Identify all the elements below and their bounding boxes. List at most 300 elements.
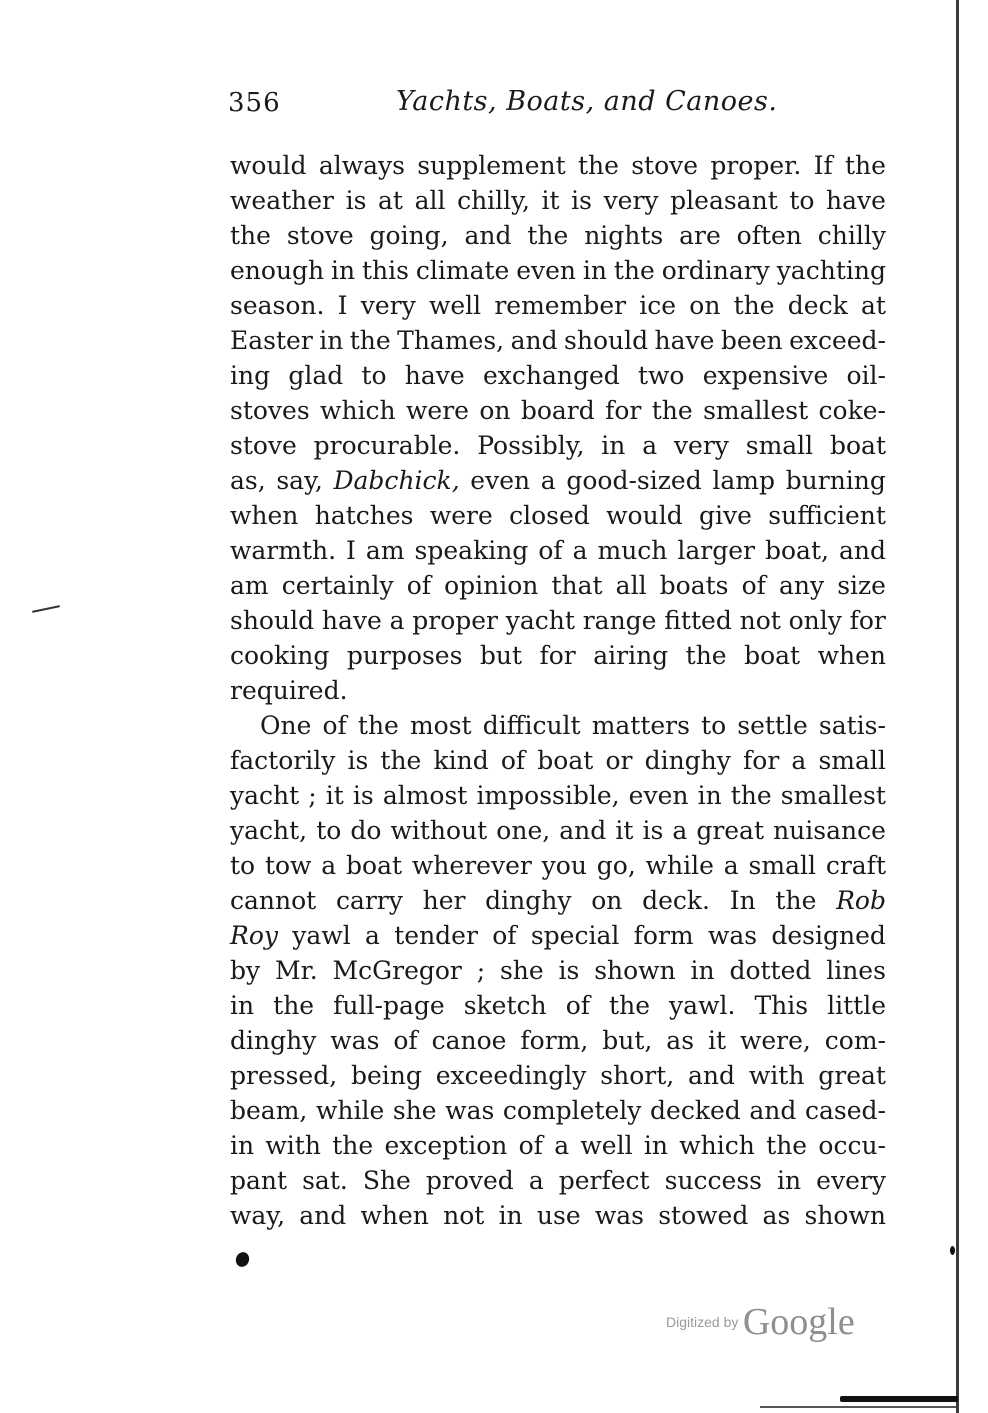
word: in: [643, 1131, 668, 1160]
word: almost: [382, 781, 468, 810]
word: and: [749, 1096, 797, 1125]
scan-edge-bar: [840, 1396, 958, 1402]
word: on: [689, 291, 721, 320]
word: were: [429, 501, 493, 530]
word: matters: [591, 711, 690, 740]
word: certainly: [281, 571, 394, 600]
word: way,: [230, 1201, 286, 1230]
word: and: [464, 221, 512, 250]
word: even: [516, 256, 577, 285]
word: boat: [829, 431, 886, 460]
word: nuisance: [773, 816, 886, 845]
word: go,: [596, 851, 636, 880]
word: cannot: [230, 886, 317, 915]
margin-pencil-mark: [32, 605, 60, 613]
word: use: [536, 1201, 581, 1230]
word: tender: [394, 921, 478, 950]
word: occu-: [818, 1131, 886, 1160]
word: the: [775, 886, 817, 915]
word: and: [688, 1061, 736, 1090]
word: difficult: [482, 711, 581, 740]
word: am: [230, 571, 269, 600]
word: in: [690, 956, 715, 985]
word: This: [754, 991, 809, 1020]
word: pressed,: [230, 1061, 338, 1090]
word: proved: [425, 1166, 514, 1195]
word: of: [322, 711, 347, 740]
word: sufficient: [768, 501, 886, 530]
word: very: [360, 291, 416, 320]
running-head: Yachts, Boats, and Canoes.: [396, 86, 778, 117]
word: which: [679, 1131, 755, 1160]
word: in: [331, 256, 356, 285]
word: procurable.: [313, 431, 461, 460]
word: is: [345, 186, 367, 215]
word: dotted: [729, 956, 812, 985]
word: it: [541, 186, 560, 215]
word: decked: [650, 1096, 741, 1125]
word: was: [594, 1201, 644, 1230]
word: form: [633, 921, 694, 950]
word: cased-: [804, 1096, 886, 1125]
word: of: [538, 536, 563, 565]
text-line: [230, 148, 886, 183]
word: the: [527, 221, 569, 250]
word: required.: [230, 676, 348, 705]
word: expensive: [702, 361, 829, 390]
word: com-: [824, 1026, 886, 1055]
word: chilly: [817, 221, 886, 250]
word: the: [766, 1131, 808, 1160]
word: a: [528, 1166, 544, 1195]
word: the: [733, 291, 775, 320]
word: small: [818, 746, 886, 775]
word: deck: [787, 291, 848, 320]
word: were,: [739, 1026, 811, 1055]
word: deck.: [642, 886, 710, 915]
word: am: [365, 536, 405, 565]
text-line: [230, 883, 886, 918]
word: sketch: [463, 991, 547, 1020]
word: Thames,: [397, 326, 505, 355]
word: would: [230, 151, 307, 180]
word: great: [696, 816, 765, 845]
word: on: [479, 396, 511, 425]
word: for: [539, 641, 576, 670]
word: small: [745, 431, 814, 460]
word: in: [777, 1166, 802, 1195]
word: burning: [785, 466, 886, 495]
word: season.: [230, 291, 325, 320]
word: Easter: [230, 326, 313, 355]
word: in: [498, 1201, 523, 1230]
word: the: [577, 151, 619, 180]
word: of: [741, 571, 766, 600]
word: boat: [744, 641, 801, 670]
word: it: [615, 816, 634, 845]
word: for: [743, 746, 780, 775]
text-line: [230, 848, 886, 883]
word: good-sized: [566, 466, 702, 495]
word: have: [321, 606, 382, 635]
punctuation: ,: [451, 466, 460, 495]
word: shown: [594, 956, 676, 985]
word: satis-: [818, 711, 886, 740]
word: chilly,: [457, 186, 530, 215]
word: proper: [412, 606, 498, 635]
word: in: [601, 431, 626, 460]
word: settle: [737, 711, 808, 740]
word: boat,: [765, 536, 829, 565]
word: a: [672, 816, 688, 845]
word: of: [393, 1026, 418, 1055]
word: range: [582, 606, 657, 635]
word: not: [443, 1201, 485, 1230]
text-line: [230, 918, 886, 953]
word: two: [637, 361, 685, 390]
text-line: [230, 288, 886, 323]
word: the: [380, 746, 422, 775]
word: coke-: [818, 396, 886, 425]
word: without: [390, 816, 488, 845]
word: boats: [659, 571, 729, 600]
word: dinghy: [485, 886, 572, 915]
word: at: [860, 291, 886, 320]
text-line: [230, 1128, 886, 1163]
text-line: [230, 463, 886, 498]
word: ing: [230, 361, 271, 390]
word: enough: [230, 256, 325, 285]
text-line: [230, 1058, 886, 1093]
word: it: [707, 1026, 727, 1055]
word: it: [325, 781, 344, 810]
word: board: [520, 396, 595, 425]
word: short,: [600, 1061, 675, 1090]
text-line: [230, 218, 886, 253]
word: lamp: [712, 466, 775, 495]
text-line: [230, 323, 886, 358]
word: success: [664, 1166, 763, 1195]
word: of: [406, 571, 432, 600]
text-line: [230, 988, 886, 1023]
word: or: [605, 746, 633, 775]
word: a: [572, 536, 588, 565]
word: a: [540, 466, 556, 495]
text-line: [230, 1093, 886, 1128]
word: a: [389, 606, 405, 635]
word: to: [701, 711, 727, 740]
text-line: [230, 1163, 886, 1198]
digitized-watermark: [666, 1300, 855, 1350]
word: have: [404, 361, 465, 390]
word: should: [564, 326, 649, 355]
word: opinion: [444, 571, 539, 600]
word: yacht,: [230, 816, 308, 845]
word: Mr.: [274, 956, 318, 985]
word: when: [360, 1201, 429, 1230]
text-line: [230, 1023, 886, 1058]
word: the: [609, 991, 650, 1020]
word: most: [409, 711, 472, 740]
word: remember: [494, 291, 627, 320]
word: very: [673, 431, 729, 460]
word: for: [605, 396, 642, 425]
word: canoe: [431, 1026, 507, 1055]
word: you: [541, 851, 587, 880]
word: yawl.: [669, 991, 736, 1020]
word: was: [330, 1026, 380, 1055]
word: cooking: [230, 641, 330, 670]
word: in: [582, 256, 608, 285]
word: shown: [804, 1201, 886, 1230]
word: oil-: [846, 361, 886, 390]
word: She: [362, 1166, 411, 1195]
word: is: [352, 781, 374, 810]
word: was: [445, 1096, 495, 1125]
word: exceed-: [789, 326, 886, 355]
word: have: [826, 186, 886, 215]
word: very: [603, 186, 659, 215]
word: and: [299, 1201, 347, 1230]
word: is: [571, 186, 592, 215]
word: yawl: [292, 921, 351, 950]
text-line: [230, 673, 886, 708]
text-line: [230, 498, 886, 533]
word: all: [414, 186, 446, 215]
word: pleasant: [670, 186, 778, 215]
word: one,: [496, 816, 551, 845]
word: for: [849, 606, 886, 635]
word: dinghy: [644, 746, 731, 775]
word: every: [816, 1166, 886, 1195]
word: the: [357, 711, 399, 740]
word: but: [479, 641, 523, 670]
word: size: [837, 571, 886, 600]
word: were: [406, 396, 469, 425]
word: not: [739, 606, 781, 635]
word: the: [730, 781, 772, 810]
word: this: [362, 256, 409, 285]
word: her: [422, 886, 466, 915]
word: stowed: [658, 1201, 749, 1230]
word: stoves: [230, 396, 310, 425]
word: proper.: [710, 151, 802, 180]
word: would: [606, 501, 683, 530]
word: with: [748, 1061, 805, 1090]
word: she: [499, 956, 544, 985]
word: nights: [584, 221, 664, 250]
word: carry: [335, 886, 403, 915]
word: larger: [677, 536, 756, 565]
page-edge-shadow: [956, 0, 959, 1413]
word: stove: [631, 151, 699, 180]
word: ;: [308, 781, 317, 810]
word: even: [628, 781, 689, 810]
text-line: [230, 393, 886, 428]
word: any: [778, 571, 825, 600]
word: well: [428, 291, 482, 320]
ink-speck: [950, 1246, 955, 1255]
word: yacht: [505, 606, 575, 635]
word: If: [813, 151, 833, 180]
word: One: [260, 711, 312, 740]
word: to: [361, 361, 387, 390]
word: of: [518, 1131, 543, 1160]
word: by: [230, 956, 261, 985]
ink-blot: [234, 1250, 251, 1269]
word: while: [315, 1096, 385, 1125]
word: in: [230, 991, 255, 1020]
word: a: [554, 1131, 570, 1160]
word: purposes: [346, 641, 463, 670]
word: while: [645, 851, 714, 880]
word: a: [723, 851, 739, 880]
word: yacht: [230, 781, 300, 810]
word: the: [273, 991, 315, 1020]
watermark-prefix: Digitized by: [666, 1314, 739, 1330]
word: the: [230, 221, 271, 250]
text-line: [230, 743, 886, 778]
word: stove: [230, 431, 297, 460]
text-line: [230, 253, 886, 288]
word: the: [845, 151, 886, 180]
word: on: [591, 886, 623, 915]
word: ;: [476, 956, 486, 985]
word: say,: [276, 466, 323, 495]
word: exceedingly: [435, 1061, 587, 1090]
text-line: [230, 813, 886, 848]
word: which: [320, 396, 396, 425]
word: glad: [288, 361, 344, 390]
word: the: [332, 1131, 374, 1160]
word: hatches: [314, 501, 414, 530]
word: to: [316, 816, 342, 845]
word: completely: [502, 1096, 642, 1125]
word: the: [651, 396, 693, 425]
text-line: [230, 568, 886, 603]
word: should: [230, 606, 315, 635]
text-line: [230, 183, 886, 218]
word: always: [318, 151, 406, 180]
word: a: [321, 851, 337, 880]
word: boat: [346, 851, 403, 880]
word: yachting: [776, 256, 886, 285]
word: in: [697, 781, 722, 810]
word: speaking: [414, 536, 529, 565]
word: McGregor: [332, 956, 462, 985]
word: supplement: [417, 151, 566, 180]
word: in: [319, 326, 344, 355]
word: of: [492, 921, 517, 950]
word: special: [530, 921, 620, 950]
word: she: [392, 1096, 437, 1125]
word: beam,: [230, 1096, 308, 1125]
word: a: [791, 746, 807, 775]
word: sat.: [302, 1166, 348, 1195]
word: exchanged: [482, 361, 620, 390]
word: the: [613, 256, 655, 285]
word: form,: [520, 1026, 589, 1055]
word: the: [349, 326, 391, 355]
word: tow: [264, 851, 312, 880]
word: as: [666, 1026, 695, 1055]
word: Dabchick,: [333, 463, 459, 498]
word: exception: [384, 1131, 508, 1160]
word: to: [789, 186, 815, 215]
word: is: [347, 746, 369, 775]
word: great: [818, 1061, 886, 1090]
word: little: [827, 991, 886, 1020]
word: going,: [369, 221, 449, 250]
watermark-brand: Google: [742, 1301, 855, 1343]
word: well: [580, 1131, 633, 1160]
word: pant: [230, 1166, 288, 1195]
word: dinghy: [230, 1026, 317, 1055]
word: boat: [537, 746, 594, 775]
word: stove: [286, 221, 354, 250]
word: ice: [639, 291, 677, 320]
word: as: [762, 1201, 791, 1230]
word: being: [350, 1061, 422, 1090]
text-line: [230, 358, 886, 393]
word: factorily: [230, 746, 336, 775]
word: been: [720, 326, 783, 355]
word: I: [337, 291, 348, 320]
word: all: [615, 571, 647, 600]
word: are: [679, 221, 721, 250]
word: smallest: [703, 396, 809, 425]
word: airing: [593, 641, 669, 670]
word: much: [597, 536, 668, 565]
text-line: [230, 533, 886, 568]
word: a: [365, 921, 380, 950]
word: as,: [230, 466, 266, 495]
word: ordinary: [661, 256, 770, 285]
word: do: [350, 816, 382, 845]
text-line: [230, 708, 886, 743]
word: when: [230, 501, 299, 530]
page-number: 356: [228, 88, 281, 118]
body-text: [230, 148, 886, 1233]
word: is: [642, 816, 664, 845]
word: a: [642, 431, 658, 460]
word: impossible,: [476, 781, 620, 810]
scan-edge-line: [760, 1406, 956, 1408]
word: the: [685, 641, 727, 670]
word: fitted: [664, 606, 732, 635]
word: give: [699, 501, 752, 530]
word: craft: [825, 851, 886, 880]
word: have: [654, 326, 715, 355]
word: kind: [433, 746, 489, 775]
word: but,: [602, 1026, 653, 1055]
word: Rob: [836, 886, 886, 915]
word: warmth.: [230, 536, 337, 565]
word: and: [510, 326, 558, 355]
word: designed: [771, 921, 886, 950]
word: at: [378, 186, 403, 215]
word: I: [346, 536, 356, 565]
text-line: [230, 428, 886, 463]
word: perfect: [558, 1166, 650, 1195]
word: weather: [230, 186, 334, 215]
word: often: [736, 221, 802, 250]
word: wherever: [411, 851, 532, 880]
word: closed: [509, 501, 590, 530]
word: when: [817, 641, 886, 670]
word: climate: [415, 256, 510, 285]
word: of: [500, 746, 526, 775]
